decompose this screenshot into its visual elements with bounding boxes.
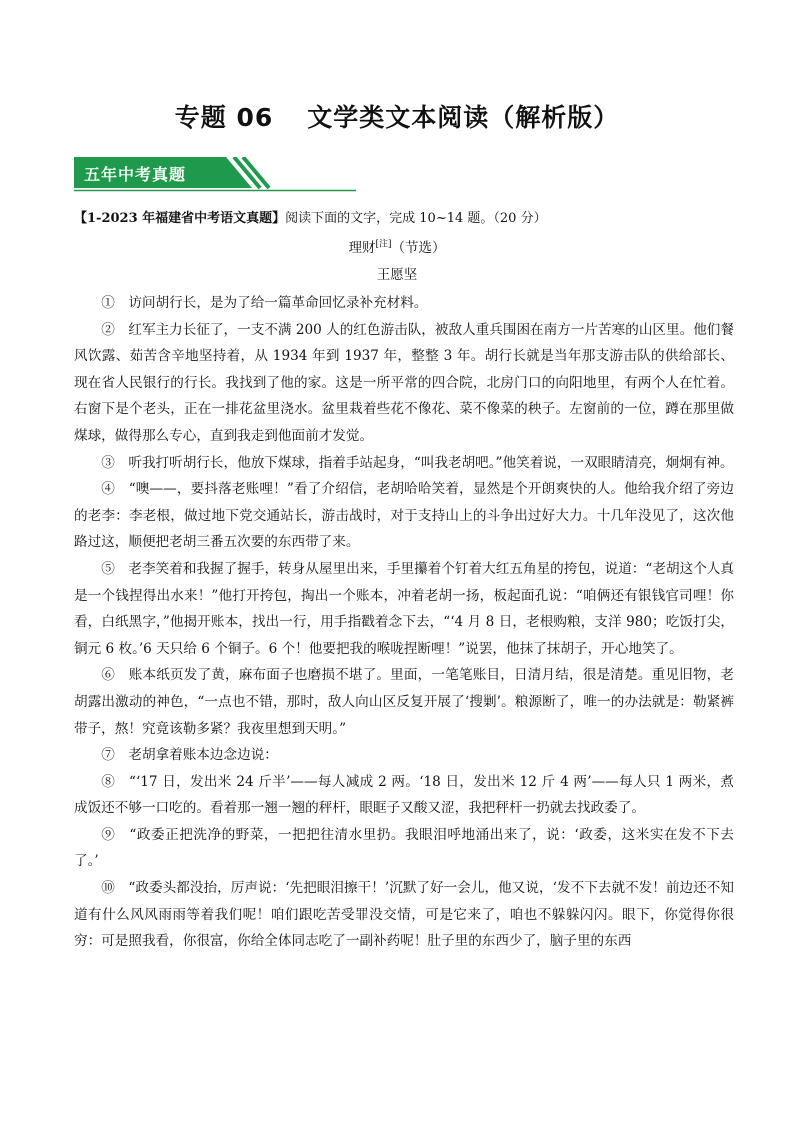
question-instruction: 阅读下面的文字，完成 10~14 题。（20 分）	[285, 211, 547, 226]
paragraph-8: ⑧ “‘17 日，发出米 24 斤半’——每人减成 2 两。‘18 日，发出米 12 斤 4 两’——每人只 1 两米，煮成饭还不够一口吃的。看着那一翘一翘的秤杆，眼眶子又酸又涩，我把秤杆一扔就去找政委了。	[74, 773, 734, 817]
title-sub: 文学类文本阅读（解析版）	[307, 103, 620, 132]
paragraph-4: ④ “噢——，要抖落老账哩！”看了介绍信，老胡哈哈笑着，显然是个开朗爽快的人。他给我介绍了旁边的老李：李老根，做过地下党交通站长，游击战时，对于支持山上的斗争出过好大力。十几年没见了，这次他路过这，顺便把老胡三番五次要的东西带了来。	[74, 481, 734, 551]
paragraph-6: ⑥ 账本纸页发了黄，麻布面子也磨损不堪了。里面，一笔笔账目，日清月结，很是清楚。重见旧物，老胡露出激动的神色，“一点也不错，那时，敌人向山区反复开展了‘搜剿’。粮源断了，唯一的办法就是：勒紧裤带子，熬！究竟该勒多紧？我夜里想到天明。”	[74, 667, 734, 737]
article-body	[74, 290, 734, 955]
article-title-line	[0, 236, 794, 256]
article-note-mark: [注]	[375, 239, 392, 250]
paragraph-1: ① 访问胡行长，是为了给一篇革命回忆录补充材料。	[101, 295, 428, 311]
title-main: 专题 06	[174, 103, 274, 132]
article-excerpt: （节选）	[391, 240, 446, 256]
section-banner-label: 五年中考真题	[84, 165, 187, 184]
paragraph-2: ② 红军主力长征了，一支不满 200 人的红色游击队，被敌人重兵围困在南方一片苦寒的山区里。他们餐风饮露、茹苦含辛地坚持着，从 1934 年到 1937 年，整整 3 年。胡行长就是当年那支游击队的供给部长、现在省人民银行的行长。我找到了他的家。这是一所平常的四合院，北房门口的向阳地里，有两个人在忙着。右窗下是个老头，正在一排花盆里浇水。盆里栽着些花不像花、菜不像菜的秧子。左窗前的一位，蹲在那里做煤球，做得那么专心，直到我走到他面前才发觉。	[74, 321, 734, 444]
question-tag: 【1-2023 年福建省中考语文真题】	[74, 211, 286, 226]
paragraph-9: ⑨ “政委正把洗净的野菜，一把把往清水里扔。我眼泪呼地涌出来了，说：‘政委，这米实在发不下去了。’	[74, 826, 734, 870]
paragraph-10: ⑩ “政委头都没抬，厉声说：‘先把眼泪擦干！’沉默了好一会儿，他又说，‘发不下去就不发！前边还不知道有什么风风雨雨等着我们呢！咱们跟吃苦受罪没交情，可是它来了，咱也不躲躲闪闪。眼下，你觉得你很穷：可是照我看，你很富，你给全体同志吃了一副补药呢！肚子里的东西少了，脑子里的东西	[74, 880, 734, 950]
article-title: 理财	[348, 240, 376, 256]
paragraph-7: ⑦ 老胡拿着账本边念边说：	[101, 747, 278, 764]
page-title	[0, 98, 794, 134]
question-header	[74, 210, 734, 228]
paragraph-3: ③ 听我打听胡行长，他放下煤球，指着手站起身，“叫我老胡吧。”他笑着说，一双眼睛清亮，炯炯有神。	[101, 454, 734, 471]
article-author: 王愿坚	[376, 267, 418, 283]
section-banner	[74, 157, 356, 193]
paragraph-5: ⑤ 老李笑着和我握了握手，转身从屋里出来，手里攥着个钉着大红五角星的挎包，说道：“老胡这个人真是一个钱捏得出水来！”他打开挎包，掏出一个账本，冲着老胡一扬，板起面孔说：“咱俩还有银钱官司哩！你看，白纸黑字，”他揭开账本，找出一行，用手指戳着念下去，“‘4 月 8 日，老根购粮，支洋 980；吃饭打尖，铜元 6 枚。’6 天只给 6 个铜子。6 个！他要把我的喉咙捏断哩！”说罢，他抹了抹胡子，开心地笑了。	[74, 560, 734, 657]
